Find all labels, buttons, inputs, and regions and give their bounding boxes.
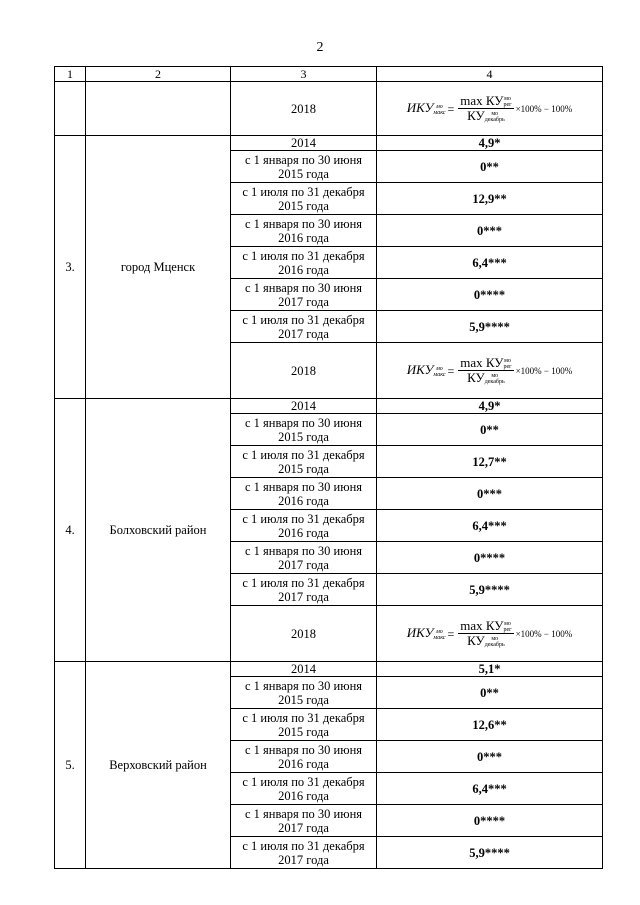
table-row xyxy=(55,662,603,677)
period-cell: с 1 июля по 31 декабря 2015 года xyxy=(231,709,377,741)
period-cell: с 1 января по 30 июня 2015 года xyxy=(231,414,377,446)
period-cell: с 1 июля по 31 декабря 2017 года xyxy=(231,311,377,343)
period-cell: с 1 января по 30 июня 2016 года xyxy=(231,478,377,510)
period-cell: 2014 xyxy=(231,136,377,151)
value-cell: 6,4*** xyxy=(377,247,603,279)
period-cell: с 1 января по 30 июня 2017 года xyxy=(231,279,377,311)
row-name-cell: Верховский район xyxy=(86,662,231,869)
period-cell: 2018 xyxy=(231,606,377,662)
header-cell: 3 xyxy=(231,67,377,82)
period-cell: 2018 xyxy=(231,343,377,399)
value-cell: 0*** xyxy=(377,478,603,510)
value-cell: 12,6** xyxy=(377,709,603,741)
row-name-cell: город Мценск xyxy=(86,136,231,399)
period-cell: с 1 июля по 31 декабря 2016 года xyxy=(231,773,377,805)
formula-lhs: ИКУ мо макс xyxy=(406,100,446,116)
formula: ИКУ мо макс = max КУ мо рег КУ мо декабрь ×100% − 100% xyxy=(406,617,573,649)
row-number-cell: 5. xyxy=(55,662,86,869)
formula-fraction: max КУ мо рег КУ мо декабрь xyxy=(460,92,512,124)
header-cell: 1 xyxy=(55,67,86,82)
value-cell: 4,9* xyxy=(377,136,603,151)
value-cell xyxy=(377,343,603,399)
period-cell: с 1 июля по 31 декабря 2017 года xyxy=(231,574,377,606)
table-row xyxy=(55,399,603,414)
row-name-cell xyxy=(86,82,231,136)
period-cell: с 1 января по 30 июня 2017 года xyxy=(231,542,377,574)
value-cell: 5,9**** xyxy=(377,837,603,869)
row-name-cell: Болховский район xyxy=(86,399,231,662)
period-cell: с 1 января по 30 июня 2016 года xyxy=(231,741,377,773)
value-cell: 0*** xyxy=(377,215,603,247)
value-cell: 6,4*** xyxy=(377,510,603,542)
data-table xyxy=(54,66,603,869)
value-cell: 5,1* xyxy=(377,662,603,677)
value-cell: 0** xyxy=(377,414,603,446)
value-cell: 0**** xyxy=(377,279,603,311)
period-cell: с 1 июля по 31 декабря 2015 года xyxy=(231,446,377,478)
value-cell: 6,4*** xyxy=(377,773,603,805)
formula: ИКУ мо макс = max КУ мо рег КУ мо декабрь ×100% − 100% xyxy=(406,354,573,386)
value-cell: 12,9** xyxy=(377,183,603,215)
period-cell: с 1 января по 30 июня 2017 года xyxy=(231,805,377,837)
value-cell: 5,9**** xyxy=(377,574,603,606)
value-cell: 0** xyxy=(377,677,603,709)
period-cell: 2014 xyxy=(231,662,377,677)
header-cell: 2 xyxy=(86,67,231,82)
period-cell: 2018 xyxy=(231,82,377,136)
header-row xyxy=(55,67,603,82)
formula-fraction: max КУ мо рег КУ мо декабрь xyxy=(460,354,512,386)
period-cell: 2014 xyxy=(231,399,377,414)
period-cell: с 1 июля по 31 декабря 2017 года xyxy=(231,837,377,869)
row-number-cell xyxy=(55,82,86,136)
value-cell: 12,7** xyxy=(377,446,603,478)
value-cell: 0**** xyxy=(377,805,603,837)
value-cell xyxy=(377,606,603,662)
period-cell: с 1 июля по 31 декабря 2016 года xyxy=(231,510,377,542)
period-cell: с 1 июля по 31 декабря 2015 года xyxy=(231,183,377,215)
period-cell: с 1 июля по 31 декабря 2016 года xyxy=(231,247,377,279)
period-cell: с 1 января по 30 июня 2016 года xyxy=(231,215,377,247)
row-number-cell: 3. xyxy=(55,136,86,399)
value-cell: 0**** xyxy=(377,542,603,574)
table-row xyxy=(55,82,603,136)
table-row xyxy=(55,136,603,151)
value-cell: 0*** xyxy=(377,741,603,773)
period-cell: с 1 января по 30 июня 2015 года xyxy=(231,151,377,183)
value-cell: 5,9**** xyxy=(377,311,603,343)
value-cell: 0** xyxy=(377,151,603,183)
value-cell xyxy=(377,82,603,136)
period-cell: с 1 января по 30 июня 2015 года xyxy=(231,677,377,709)
page-number: 2 xyxy=(316,40,324,55)
formula-lhs: ИКУ мо макс xyxy=(406,625,446,641)
formula-lhs: ИКУ мо макс xyxy=(406,362,446,378)
row-number-cell: 4. xyxy=(55,399,86,662)
header-cell: 4 xyxy=(377,67,603,82)
value-cell: 4,9* xyxy=(377,399,603,414)
formula: ИКУ мо макс = max КУ мо рег КУ мо декабрь ×100% − 100% xyxy=(406,92,573,124)
formula-fraction: max КУ мо рег КУ мо декабрь xyxy=(460,617,512,649)
